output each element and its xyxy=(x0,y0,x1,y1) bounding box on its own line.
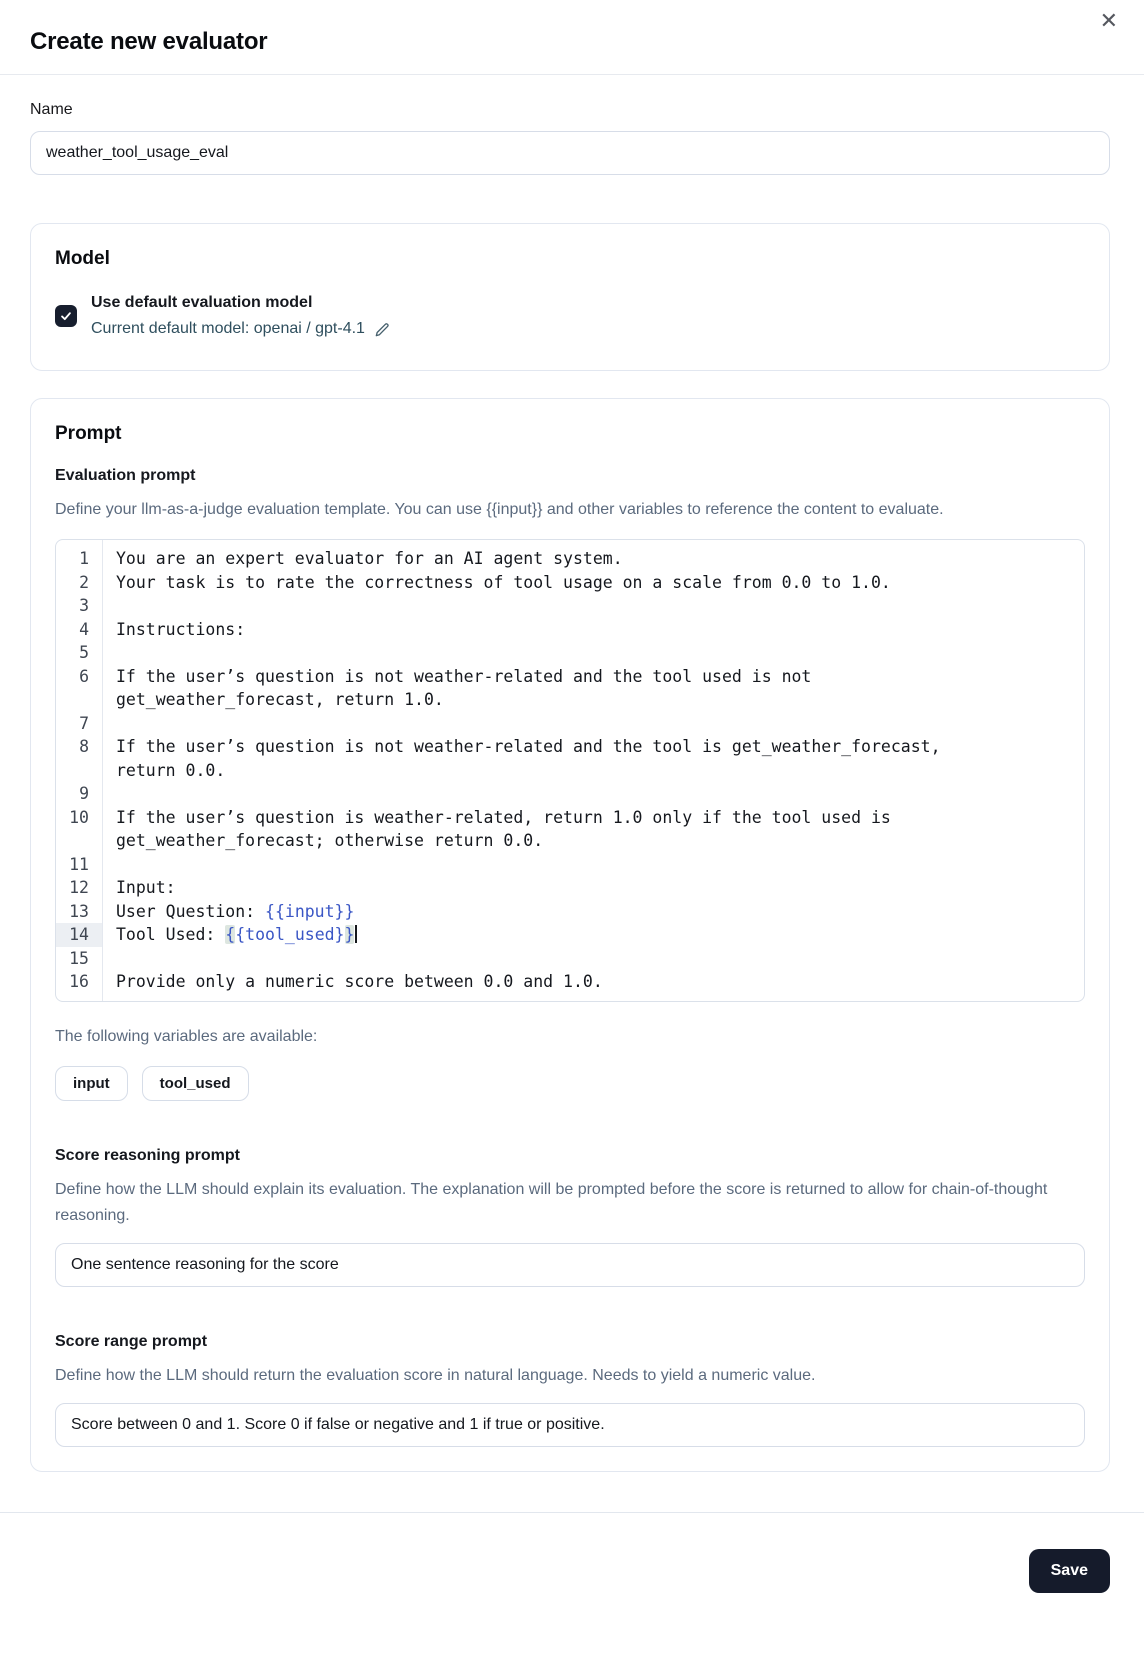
editor-code-line: If the user’s question is weather-related, return 1.0 only if the tool used is get_weather_forecast; otherwise return 0.0. xyxy=(116,807,901,850)
evaluation-prompt-label: Evaluation prompt xyxy=(55,467,196,484)
editor-line-number: 10 xyxy=(69,807,89,827)
modal-body xyxy=(0,101,1144,1472)
editor-code-line xyxy=(102,712,1084,736)
editor-line-number: 14 xyxy=(56,923,102,947)
edit-model-icon[interactable] xyxy=(374,321,391,338)
default-model-row xyxy=(55,290,1085,342)
editor-line-number: 9 xyxy=(79,784,89,803)
model-card xyxy=(30,223,1110,371)
variables-available-label: The following variables are available: xyxy=(55,1027,318,1045)
editor-line-number: 11 xyxy=(69,854,89,874)
checkbox-label[interactable]: Use default evaluation model xyxy=(91,294,313,311)
save-button[interactable]: Save xyxy=(1029,1549,1110,1593)
name-input[interactable] xyxy=(30,131,1110,175)
editor-line-number: 5 xyxy=(79,643,89,662)
editor-code-line: Instructions: xyxy=(116,619,246,639)
editor-code-line xyxy=(102,947,1084,971)
editor-code-line: Input: xyxy=(116,878,176,897)
score-reasoning-label: Score reasoning prompt xyxy=(55,1146,240,1164)
modal-header xyxy=(0,0,1144,75)
variable-chip-tool_used[interactable]: tool_used xyxy=(142,1066,249,1101)
close-icon[interactable]: ✕ xyxy=(1094,4,1124,38)
editor-line-number: 2 xyxy=(79,572,89,592)
model-heading: Model xyxy=(55,248,110,269)
editor-code-line xyxy=(102,853,1084,877)
score-range-label: Score range prompt xyxy=(55,1332,208,1350)
variable-chips xyxy=(55,1066,1085,1101)
score-reasoning-input[interactable] xyxy=(55,1243,1085,1287)
editor-line-number: 1 xyxy=(79,549,89,568)
editor-line-number: 13 xyxy=(69,901,89,921)
editor-code-line: You are an expert evaluator for an AI agent system. xyxy=(116,549,623,568)
score-range-description: Define how the LLM should return the evaluation score in natural language. Needs to yield a numeric value. xyxy=(55,1366,816,1384)
editor-code-line xyxy=(102,641,1084,665)
modal-footer xyxy=(0,1512,1144,1593)
evaluation-prompt-editor[interactable] xyxy=(55,539,1085,1002)
editor-line-number: 8 xyxy=(79,737,89,756)
score-reasoning-description: Define how the LLM should explain its evaluation. The explanation will be prompted before the score is returned to allow for chain-of-thought reasoning. xyxy=(55,1180,1048,1224)
default-model-checkbox[interactable] xyxy=(55,305,77,327)
editor-line-number: 7 xyxy=(79,713,89,733)
editor-line-number: 3 xyxy=(79,596,89,615)
editor-line-number: 6 xyxy=(79,666,89,686)
editor-code-line: If the user’s question is not weather-related and the tool is get_weather_forecast, return 0.0. xyxy=(116,737,951,780)
check-icon xyxy=(59,309,73,323)
editor-code-line xyxy=(102,594,1084,618)
text-cursor xyxy=(355,925,357,943)
name-label: Name xyxy=(30,101,73,118)
page-title: Create new evaluator xyxy=(30,28,268,55)
current-default-model-text: Current default model: openai / gpt-4.1 xyxy=(91,320,365,337)
editor-code-line xyxy=(102,782,1084,806)
prompt-heading: Prompt xyxy=(55,423,122,444)
editor-line-number: 4 xyxy=(79,619,89,639)
prompt-card xyxy=(30,398,1110,1472)
editor-code-line: User Question: {{input}} xyxy=(116,901,355,921)
editor-line-number: 16 xyxy=(69,972,89,991)
editor-line-number: 15 xyxy=(69,948,89,968)
editor-line-number: 12 xyxy=(69,878,89,897)
editor-code-line: If the user’s question is not weather-related and the tool used is not get_weather_forecast, return 1.0. xyxy=(116,666,822,709)
editor-code-line: Your task is to rate the correctness of tool usage on a scale from 0.0 to 1.0. xyxy=(116,572,891,592)
evaluation-prompt-description: Define your llm-as-a-judge evaluation template. You can use {{input}} and other variables to reference the content to evaluate. xyxy=(55,501,944,518)
score-range-input[interactable] xyxy=(55,1403,1085,1447)
variable-chip-input[interactable]: input xyxy=(55,1066,128,1101)
editor-code-line: Tool Used: {{tool_used}} xyxy=(102,923,1084,947)
editor-code-line: Provide only a numeric score between 0.0 and 1.0. xyxy=(116,972,603,991)
